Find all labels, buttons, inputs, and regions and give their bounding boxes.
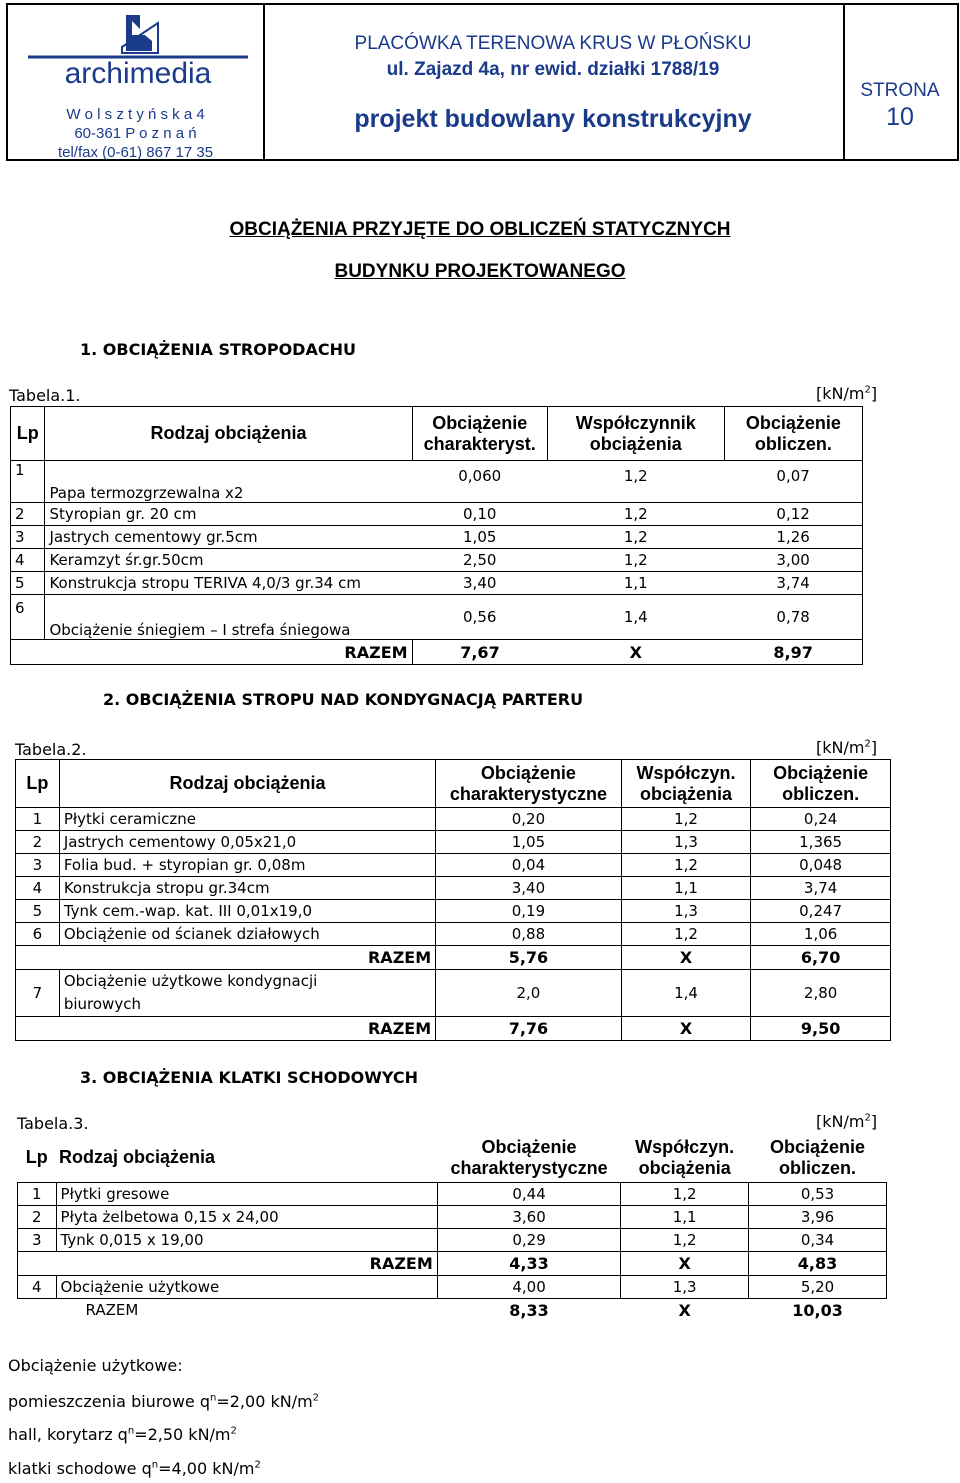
row-char: 0,88 (436, 923, 622, 946)
row-name: Jastrych cementowy 0,05x21,0 (59, 831, 435, 854)
row-lp: 4 (11, 549, 45, 572)
row-wsp: 1,2 (621, 923, 751, 946)
address-street: W o l s z t y ń s k a 4 (66, 106, 205, 123)
row-obl: 0,53 (749, 1182, 887, 1205)
row-name: Keramzyt śr.gr.50cm (45, 549, 412, 572)
total-label: RAZEM (11, 640, 413, 665)
total-wsp: X (621, 1017, 751, 1041)
col-char: Obciążenie charakterystyczne (450, 1136, 608, 1178)
row-wsp: 1,2 (621, 1228, 749, 1251)
page-label: STRONA (860, 80, 940, 101)
footer-line-stairs: klatki schodowe $q^n=4,00$ $kN/m^2$ (8, 1459, 261, 1478)
row-name: Obciążenie użytkowe kondygnacji biurowych (59, 970, 435, 1017)
row-char: 0,10 (412, 503, 547, 526)
table-row (18, 1205, 887, 1228)
table-3-label: Tabela.3. (17, 1114, 89, 1133)
row-wsp: 1,2 (621, 1182, 749, 1205)
row-wsp: 1,4 (621, 970, 751, 1017)
page-number: 10 (886, 103, 914, 131)
total-label: RAZEM (18, 1251, 438, 1275)
total-char: 7,76 (436, 1017, 622, 1041)
row-char: 3,60 (437, 1205, 621, 1228)
row-lp: 1 (18, 1182, 57, 1205)
footer-title: Obciążenie użytkowe: (8, 1356, 183, 1375)
table-row (11, 572, 863, 595)
total-obl: 9,50 (751, 1017, 891, 1041)
address-city: 60-361 P o z n a ń (74, 125, 197, 142)
total-obl: 8,97 (724, 640, 862, 665)
total-label: RAZEM (16, 946, 436, 970)
row-char: 3,40 (412, 572, 547, 595)
archimedia-logo (28, 11, 248, 91)
total-wsp: X (678, 1300, 691, 1320)
project-address: ul. Zajazd 4a, nr ewid. działki 1788/19 (386, 59, 720, 80)
table-total-row (18, 1298, 887, 1322)
table-row (11, 595, 863, 640)
col-wsp: Współczynnik obciążenia (547, 407, 724, 461)
section-1-title: 1. OBCIĄŻENIA STROPODACHU (80, 340, 356, 359)
row-lp: 3 (11, 526, 45, 549)
row-obl: 2,80 (751, 970, 891, 1017)
table-row (16, 970, 891, 1017)
row-obl: 1,26 (724, 526, 862, 549)
col-rodzaj: Rodzaj obciążenia (45, 407, 412, 461)
row-lp: 2 (11, 503, 45, 526)
col-obl: Obciążenie obliczen. (770, 1136, 866, 1178)
total-char: 4,33 (437, 1251, 621, 1275)
table-3-unit: $[kN/m^2]$ (816, 1112, 878, 1131)
section-3-title: 3. OBCIĄŻENIA KLATKI SCHODOWYCH (80, 1068, 418, 1087)
table-total-row (11, 640, 863, 665)
table-2-label: Tabela.2. (15, 740, 87, 759)
row-wsp: 1,1 (621, 1205, 749, 1228)
row-char: 4,00 (437, 1275, 621, 1298)
row-wsp: 1,1 (547, 572, 724, 595)
table-row (11, 503, 863, 526)
total-char: 8,33 (509, 1300, 549, 1320)
row-obl: 3,00 (724, 549, 862, 572)
row-char: 1,05 (436, 831, 622, 854)
row-name: Jastrych cementowy gr.5cm (45, 526, 412, 549)
row-name: Obciążenie śniegiem – I strefa śniegowa (45, 595, 412, 640)
row-obl: 0,048 (751, 854, 891, 877)
row-name: Konstrukcja stropu gr.34cm (59, 877, 435, 900)
total-wsp: X (621, 1251, 749, 1275)
row-obl: 3,74 (724, 572, 862, 595)
table-row (11, 549, 863, 572)
row-lp: 1 (11, 461, 45, 503)
col-obl: Obciążenie obliczen. (724, 407, 862, 461)
project-cell (263, 5, 845, 159)
row-obl: 0,07 (724, 461, 862, 503)
row-wsp: 1,3 (621, 900, 751, 923)
table-row (16, 854, 891, 877)
table-header-row (16, 760, 891, 808)
row-lp: 3 (16, 854, 60, 877)
total-obl: 10,03 (792, 1300, 843, 1320)
total-obl: 4,83 (749, 1251, 887, 1275)
total-char: 5,76 (436, 946, 622, 970)
row-lp: 6 (16, 923, 60, 946)
row-name: Konstrukcja stropu TERIVA 4,0/3 gr.34 cm (45, 572, 412, 595)
row-obl: 5,20 (749, 1275, 887, 1298)
row-name: Tynk cem.-wap. kat. III 0,01x19,0 (59, 900, 435, 923)
row-name: Płytki gresowe (56, 1182, 437, 1205)
row-name: Papa termozgrzewalna x2 (45, 461, 412, 503)
table-total-row (18, 1251, 887, 1275)
total-wsp: X (621, 946, 751, 970)
table-row (16, 877, 891, 900)
svg-text:archimedia: archimedia (64, 57, 212, 90)
footer-line-offices: pomieszczenia biurowe $q^n=2,00$ $kN/m^2$ (8, 1392, 320, 1411)
row-char: 0,060 (412, 461, 547, 503)
row-lp: 7 (16, 970, 60, 1017)
table-row (16, 808, 891, 831)
table-2-unit: $[kN/m^2]$ (816, 738, 878, 757)
table-row (16, 831, 891, 854)
row-obl: 0,34 (749, 1228, 887, 1251)
row-name: Płyta żelbetowa 0,15 x 24,00 (56, 1205, 437, 1228)
table-row (16, 923, 891, 946)
row-char: 0,19 (436, 900, 622, 923)
table-row (18, 1275, 887, 1298)
row-lp: 6 (11, 595, 45, 640)
main-subheading: BUDYNKU PROJEKTOWANEGO (334, 261, 626, 282)
row-lp: 3 (18, 1228, 57, 1251)
row-wsp: 1,3 (621, 1275, 749, 1298)
row-wsp: 1,3 (621, 831, 751, 854)
row-char: 0,20 (436, 808, 622, 831)
row-obl: 0,12 (724, 503, 862, 526)
footer-line-hall: hall, korytarz $q^n=2,50$ $kN/m^2$ (8, 1425, 237, 1444)
page-cell (843, 5, 957, 159)
table-total-row (16, 946, 891, 970)
row-lp: 1 (16, 808, 60, 831)
total-wsp: X (547, 640, 724, 665)
row-wsp: 1,2 (621, 808, 751, 831)
row-name: Obciążenie użytkowe (56, 1275, 437, 1298)
row-name: Płytki ceramiczne (59, 808, 435, 831)
row-obl: 1,06 (751, 923, 891, 946)
row-char: 0,44 (437, 1182, 621, 1205)
row-char: 2,0 (436, 970, 622, 1017)
row-char: 3,40 (436, 877, 622, 900)
row-obl: 1,365 (751, 831, 891, 854)
row-char: 0,56 (412, 595, 547, 640)
row-char: 0,29 (437, 1228, 621, 1251)
table-1-label: Tabela.1. (9, 386, 81, 405)
total-label: RAZEM (16, 1017, 436, 1041)
table-total-row (16, 1017, 891, 1041)
row-wsp: 1,1 (621, 877, 751, 900)
row-name: Tynk 0,015 x 19,00 (56, 1228, 437, 1251)
table-1 (10, 406, 863, 665)
row-lp: 4 (18, 1275, 57, 1298)
row-obl: 0,24 (751, 808, 891, 831)
col-char: Obciążenie charakterystyczne (436, 760, 622, 808)
row-obl: 3,74 (751, 877, 891, 900)
row-name: Folia bud. + styropian gr. 0,08m (59, 854, 435, 877)
table-1-unit: $[kN/m^2]$ (816, 384, 878, 403)
total-obl: 6,70 (751, 946, 891, 970)
total-char: 7,67 (412, 640, 547, 665)
col-char: Obciążenie charakteryst. (412, 407, 547, 461)
row-char: 0,04 (436, 854, 622, 877)
table-row (18, 1182, 887, 1205)
section-2-title: 2. OBCIĄŻENIA STROPU NAD KONDYGNACJĄ PARTERU (103, 690, 584, 709)
col-rodzaj: Rodzaj obciążenia (59, 1147, 216, 1168)
row-name: Styropian gr. 20 cm (45, 503, 412, 526)
table-row (11, 461, 863, 503)
row-obl: 3,96 (749, 1205, 887, 1228)
row-obl: 0,78 (724, 595, 862, 640)
row-wsp: 1,2 (547, 503, 724, 526)
row-lp: 4 (16, 877, 60, 900)
total-label: RAZEM (85, 1301, 139, 1320)
project-type: projekt budowlany konstrukcyjny (354, 105, 752, 133)
address-phone: tel/fax (0-61) 867 17 35 (57, 144, 214, 161)
col-wsp: Współczyn. obciążenia (635, 1136, 735, 1178)
row-wsp: 1,2 (547, 549, 724, 572)
table-row (16, 900, 891, 923)
col-lp: Lp (25, 1147, 48, 1168)
table-3 (17, 1134, 887, 1322)
row-name: Obciążenie od ścianek działowych (59, 923, 435, 946)
document-header (6, 3, 959, 161)
col-rodzaj: Rodzaj obciążenia (59, 760, 435, 808)
row-wsp: 1,2 (547, 461, 724, 503)
row-lp: 5 (11, 572, 45, 595)
col-obl: Obciążenie obliczen. (751, 760, 891, 808)
row-lp: 2 (18, 1205, 57, 1228)
col-lp: Lp (16, 760, 60, 808)
row-lp: 2 (16, 831, 60, 854)
table-header-row (11, 407, 863, 461)
table-header-row (18, 1134, 887, 1182)
table-row (11, 526, 863, 549)
row-char: 1,05 (412, 526, 547, 549)
row-obl: 0,247 (751, 900, 891, 923)
row-wsp: 1,2 (547, 526, 724, 549)
company-cell (8, 5, 265, 159)
main-heading: OBCIĄŻENIA PRZYJĘTE DO OBLICZEŃ STATYCZNYCH (229, 219, 731, 240)
row-wsp: 1,4 (547, 595, 724, 640)
table-row (18, 1228, 887, 1251)
row-lp: 5 (16, 900, 60, 923)
col-wsp: Współczyn. obciążenia (621, 760, 751, 808)
row-wsp: 1,2 (621, 854, 751, 877)
col-lp: Lp (11, 407, 45, 461)
table-2 (15, 759, 891, 1041)
row-char: 2,50 (412, 549, 547, 572)
project-name: PLACÓWKA TERENOWA KRUS W PŁOŃSKU (354, 33, 752, 54)
